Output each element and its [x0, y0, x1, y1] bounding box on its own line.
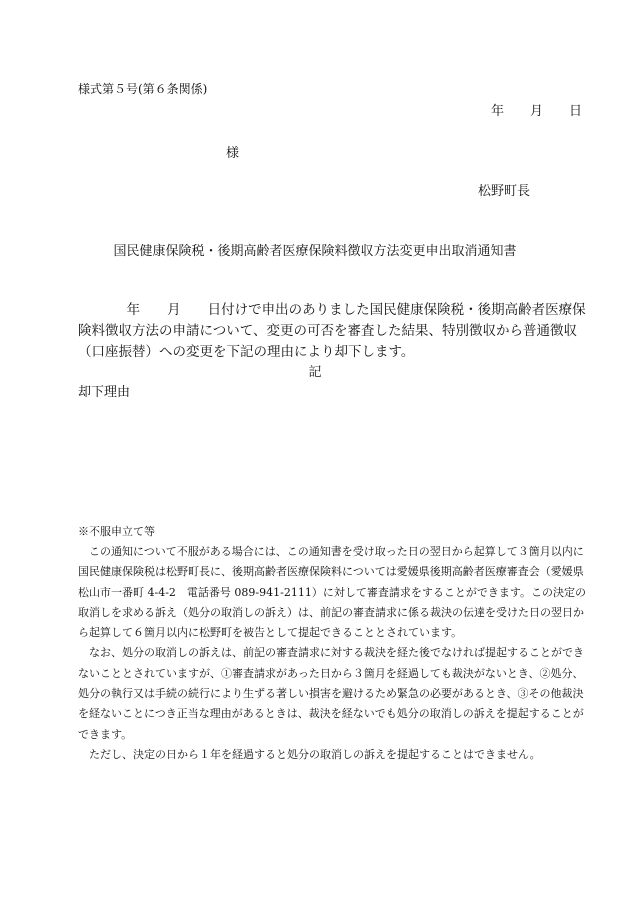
appeal-heading: ※不服申立て等	[78, 525, 155, 538]
body-paragraph: 年 月 日付けで申出のありました国民健康保険税・後期高齢者医療保険料徴収方法の申請について、変更の可否を審査した結果、特別徴収から普通徴収（口座振替）への変更を下記の理由により却下します。	[78, 302, 586, 360]
appeal-paragraph: なお、処分の取消しの訴えは、前記の審査請求に対する裁決を経た後でなければ提起することができないこととされていますが、①審査請求があった日から３箇月を経過しても裁決がないとき、②処分、処分の執行又は手続の続行により生ずる著しい損害を避けるため緊急の必要があるとき、③その他裁決を経ないことにつき正当な理由があるときは、裁決を経ないでも処分の取消しの訴えを提起することができます。	[78, 646, 584, 741]
document-title: 国民健康保険税・後期高齢者医療保険料徴収方法変更申出取消通知書	[113, 244, 517, 259]
issuer-name: 松野町長	[477, 184, 530, 199]
form-number: 様式第５号(第６条関係)	[78, 82, 208, 96]
date-line: 年 月 日	[490, 104, 582, 119]
rejection-reason-heading: 却下理由	[78, 385, 131, 400]
ki-marker: 記	[308, 365, 322, 380]
appeal-section	[78, 542, 588, 765]
appeal-paragraph: この通知について不服がある場合には、この通知書を受け取った日の翌日から起算して３箇月以内に国民健康保険税は松野町長に、後期高齢者医療保険料については愛媛県後期高齢者医療審査会（愛媛県松山市一番町 4-4-2 電話番号 089-941-2111）に対して審査請求をすることができます。この決定の取消しを求める訴え（処分の取消しの訴え）は、前記の審査請求に係る裁決の伝達を受けた日の翌日から起算して６箇月以内に松野町を被告として提起できることとされています。	[78, 545, 586, 640]
appeal-paragraph: ただし、決定の日から１年を経過すると処分の取消しの訴えを提起することはできません。	[89, 747, 541, 761]
addressee-suffix: 様	[226, 146, 240, 161]
